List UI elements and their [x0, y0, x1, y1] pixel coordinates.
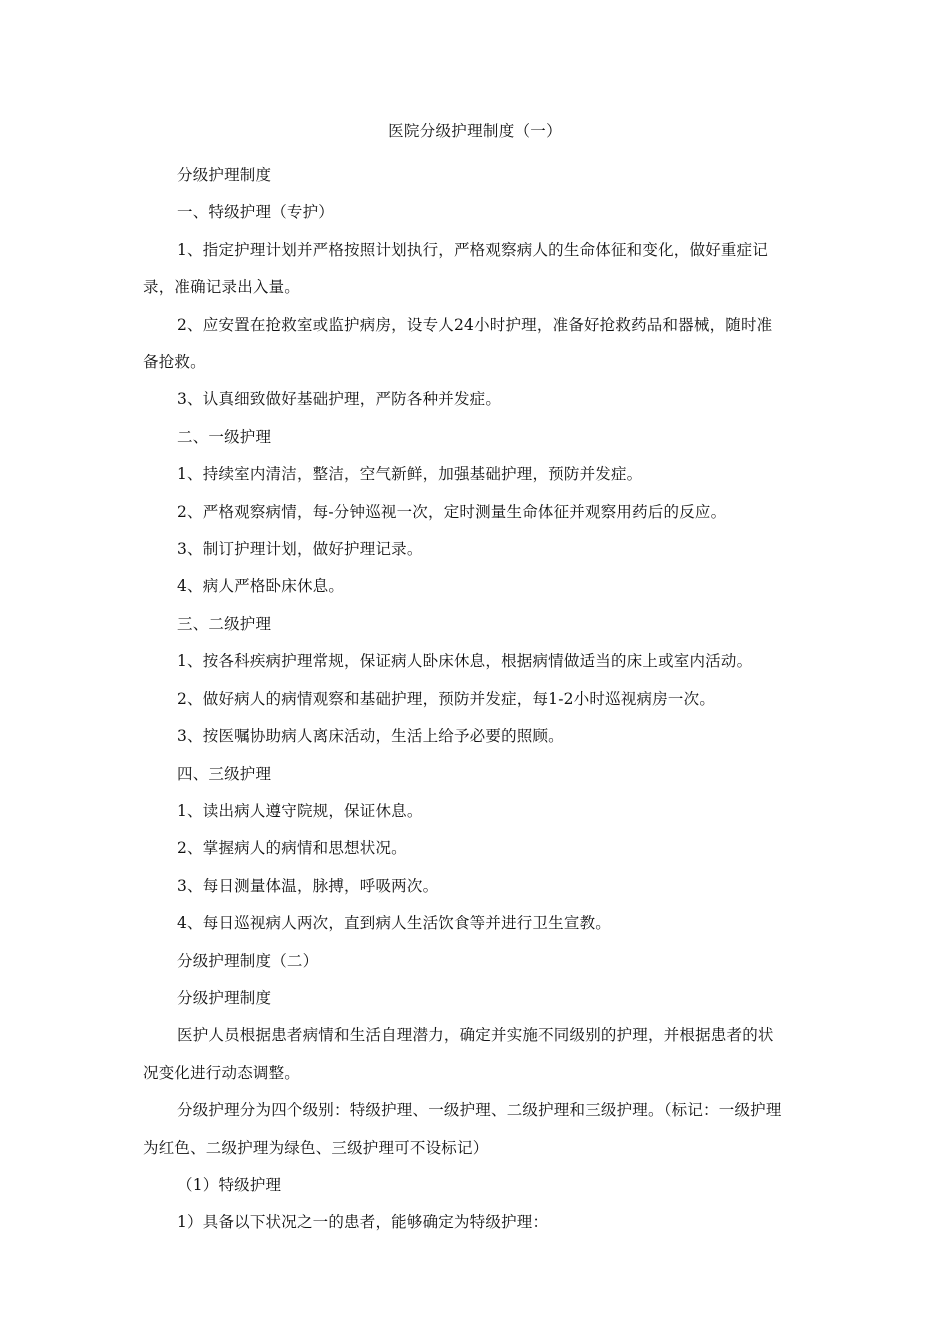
paragraph: 3、制订护理计划，做好护理记录。 [177, 540, 423, 559]
section-heading: 分级护理制度 [177, 988, 272, 1007]
section-heading: 三、二级护理 [177, 614, 272, 633]
paragraph: 1、指定护理计划并严格按照计划执行，严格观察病人的生命体征和变化，做好重症记录，准确记录出入量。 [143, 240, 768, 297]
document-body [143, 157, 788, 1242]
paragraph: 1、按各科疾病护理常规，保证病人卧床休息，根据病情做适当的床上或室内活动。 [177, 652, 753, 671]
paragraph: 3、认真细致做好基础护理，严防各种并发症。 [177, 390, 502, 409]
section-heading: 一、特级护理（专护） [177, 203, 335, 222]
paragraph: 2、应安置在抢救室或监护病房，设专人24小时护理，准备好抢救药品和器械，随时准备抢救。 [143, 315, 773, 372]
paragraph: 医护人员根据患者病情和生活自理潜力，确定并实施不同级别的护理，并根据患者的状况变化进行动态调整。 [143, 1026, 774, 1082]
paragraph: 1）具备以下状况之一的患者，能够确定为特级护理： [177, 1213, 549, 1232]
paragraph: 2、做好病人的病情观察和基础护理，预防并发症，每1-2小时巡视病房一次。 [177, 689, 716, 708]
paragraph: 分级护理分为四个级别：特级护理、一级护理、二级护理和三级护理。（标记：一级护理为红色、二级护理为绿色、三级护理可不设标记） [143, 1101, 782, 1157]
paragraph: 4、每日巡视病人两次，直到病人生活饮食等并进行卫生宣教。 [177, 914, 611, 933]
document-title: 医院分级护理制度（一） [388, 122, 562, 140]
paragraph: 3、按医嘱协助病人离床活动，生活上给予必要的照顾。 [177, 727, 564, 746]
section-heading: 分级护理制度（二） [177, 951, 319, 970]
paragraph: 4、病人严格卧床休息。 [177, 577, 345, 596]
paragraph: 2、掌握病人的病情和思想状况。 [177, 839, 407, 858]
section-heading: 二、一级护理 [177, 427, 272, 446]
paragraph: 分级护理制度 [177, 166, 272, 184]
paragraph: 1、持续室内清洁，整洁，空气新鲜，加强基础护理，预防并发症。 [177, 465, 643, 484]
section-heading: 四、三级护理 [177, 764, 272, 783]
paragraph: 2、严格观察病情，每-分钟巡视一次，定时测量生命体征并观察用药后的反应。 [177, 502, 727, 521]
paragraph: 1、读出病人遵守院规，保证休息。 [177, 801, 423, 820]
section-heading: （1）特级护理 [177, 1175, 282, 1194]
paragraph: 3、每日测量体温，脉搏，呼吸两次。 [177, 876, 439, 895]
